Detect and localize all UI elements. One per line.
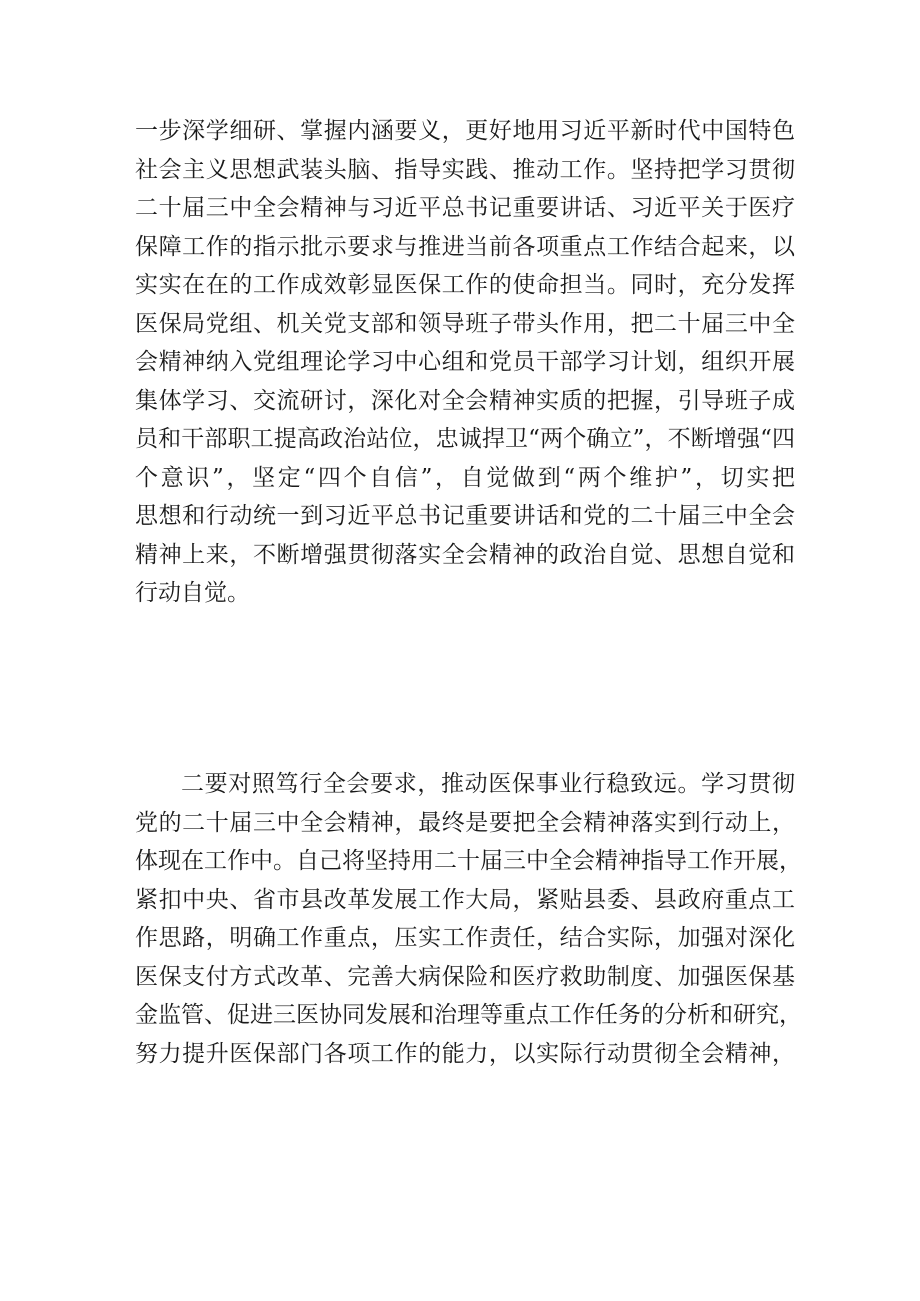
text-line: 医保支付方式改革、完善大病保险和医疗救助制度、加强医保基	[135, 963, 795, 990]
text-line: 保障工作的指示批示要求与推进当前各项重点工作结合起来，以	[135, 233, 795, 260]
text-line: 作思路，明确工作重点，压实工作责任，结合实际，加强对深化	[135, 925, 795, 951]
text-line: 个意识”，坚定“四个自信”，自觉做到“两个维护”，切实把	[135, 464, 795, 491]
text-line: 二要对照笃行全会要求，推动医保事业行稳致远。学习贯彻	[181, 771, 795, 797]
text-line: 努力提升医保部门各项工作的能力，以实际行动贯彻全会精神，	[135, 1040, 795, 1067]
text-line: 精神上来，不断增强贯彻落实全会精神的政治自觉、思想自觉和	[135, 541, 795, 568]
paragraph-2	[135, 765, 802, 1073]
text-line: 思想和行动统一到习近平总书记重要讲话和党的二十届三中全会	[135, 503, 795, 529]
text-line: 医保局党组、机关党支部和领导班子带头作用，把二十届三中全	[135, 310, 795, 337]
text-line: 会精神纳入党组理论学习中心组和党员干部学习计划，组织开展	[135, 349, 795, 375]
text-line: 紧扣中央、省市县改革发展工作大局，紧贴县委、县政府重点工	[135, 886, 795, 913]
text-line: 党的二十届三中全会精神，最终是要把全会精神落实到行动上，	[135, 809, 795, 836]
text-line: 实实在在的工作成效彰显医保工作的使命担当。同时，充分发挥	[135, 272, 795, 298]
text-line: 行动自觉。	[135, 580, 250, 606]
text-line: 金监管、促进三医协同发展和治理等重点工作任务的分析和研究，	[135, 1002, 802, 1028]
text-line: 员和干部职工提高政治站位，忠诚捍卫“两个确立”，不断增强“四	[135, 426, 795, 452]
text-line: 二十届三中全会精神与习近平总书记重要讲话、习近平关于医疗	[135, 195, 795, 221]
text-line: 社会主义思想武装头脑、指导实践、推动工作。坚持把学习贯彻	[135, 156, 795, 183]
text-line: 体现在工作中。自己将坚持用二十届三中全会精神指导工作开展，	[135, 848, 802, 874]
paragraph-1	[135, 112, 795, 613]
text-line: 一步深学细研、掌握内涵要义，更好地用习近平新时代中国特色	[135, 118, 795, 144]
text-line: 集体学习、交流研讨，深化对全会精神实质的把握，引导班子成	[135, 387, 795, 414]
